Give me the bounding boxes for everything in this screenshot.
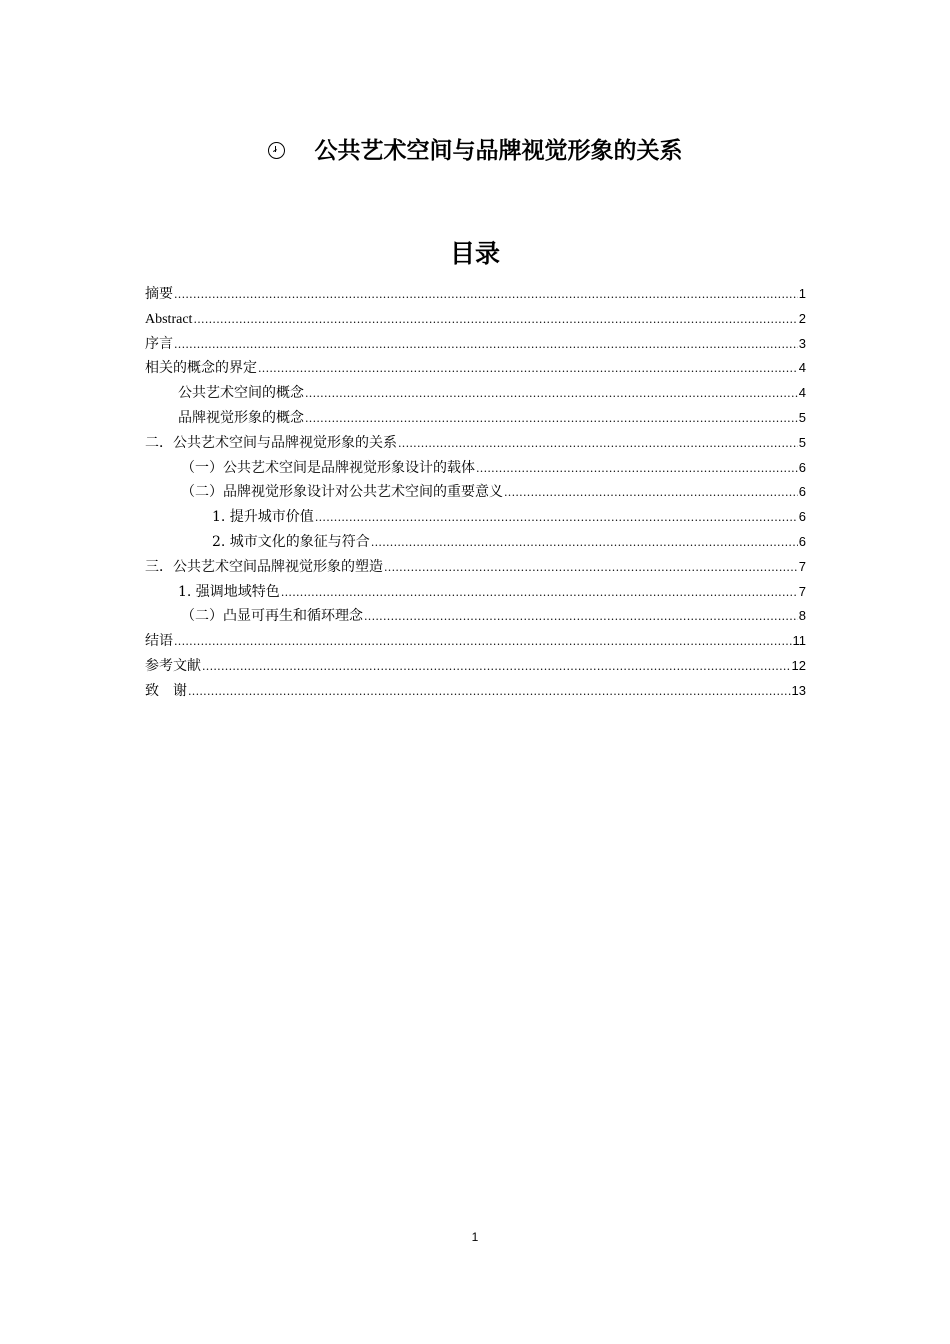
toc-leader-dots: [174, 333, 798, 358]
toc-leader-dots: [504, 481, 798, 506]
toc-entry-acknowledgements[interactable]: [145, 679, 806, 704]
toc-entry-section-2-2[interactable]: [145, 480, 806, 505]
toc-entry-page: 6: [798, 484, 806, 500]
toc-entry-abstract-cn[interactable]: [145, 282, 806, 307]
toc-entry-label: 1. 强调地域特色: [178, 583, 280, 600]
toc-entry-page: 12: [791, 657, 806, 673]
toc-entry-label: 品牌视觉形象的概念: [178, 409, 304, 426]
toc-entry-label: （一）公共艺术空间是品牌视觉形象设计的载体: [181, 459, 475, 476]
toc-entry-abstract-en[interactable]: [145, 307, 806, 332]
toc-entry-page: 4: [798, 385, 806, 401]
toc-entry-section-3-2[interactable]: [145, 604, 806, 629]
toc-entry-public-art-concept[interactable]: [145, 381, 806, 406]
toc-entry-label: 相关的概念的界定: [145, 360, 257, 377]
toc-entry-page: 5: [798, 409, 806, 425]
toc-entry-page: 6: [798, 533, 806, 549]
clock-icon: [268, 142, 285, 159]
toc-leader-dots: [315, 506, 798, 531]
toc-heading: 目录: [449, 239, 500, 268]
toc-leader-dots: [193, 308, 797, 333]
toc-entry-conclusion[interactable]: [145, 629, 806, 654]
toc-entry-label: 序言: [145, 335, 173, 352]
toc-entry-label: 致 谢: [145, 682, 187, 699]
toc-leader-dots: [174, 630, 792, 655]
toc-entry-section-2-2-1[interactable]: [145, 505, 806, 530]
toc-entry-page: 7: [798, 558, 806, 574]
toc-entry-page: 6: [798, 459, 806, 475]
toc-leader-dots: [305, 407, 798, 432]
table-of-contents: [145, 282, 806, 704]
toc-entry-concepts[interactable]: [145, 356, 806, 381]
toc-entry-label: 公共艺术空间的概念: [178, 385, 304, 402]
toc-entry-section-3[interactable]: [145, 555, 806, 580]
toc-entry-page: 8: [798, 608, 806, 624]
toc-entry-page: 7: [798, 583, 806, 599]
toc-entry-label: 结语: [145, 633, 173, 650]
toc-entry-references[interactable]: [145, 654, 806, 679]
toc-entry-section-2[interactable]: [145, 431, 806, 456]
toc-entry-label: Abstract: [145, 311, 193, 327]
document-title: [0, 134, 950, 168]
toc-entry-page: 2: [798, 310, 806, 326]
toc-entry-section-2-2-2[interactable]: [145, 530, 806, 555]
toc-leader-dots: [305, 382, 798, 407]
toc-leader-dots: [364, 605, 798, 630]
toc-entry-label: （二）品牌视觉形象设计对公共艺术空间的重要意义: [181, 484, 503, 501]
toc-entry-section-3-1[interactable]: [145, 580, 806, 605]
toc-leader-dots: [476, 457, 798, 482]
toc-entry-page: 5: [798, 434, 806, 450]
toc-leader-dots: [371, 531, 798, 556]
toc-entry-label: 三．公共艺术空间品牌视觉形象的塑造: [145, 558, 383, 575]
toc-leader-dots: [202, 655, 791, 680]
page-number: 1: [471, 1230, 479, 1244]
toc-entry-page: 6: [798, 509, 806, 525]
toc-leader-dots: [174, 283, 798, 308]
toc-leader-dots: [398, 432, 798, 457]
toc-entry-page: 4: [798, 360, 806, 376]
toc-entry-preface[interactable]: [145, 332, 806, 357]
toc-entry-label: （二）凸显可再生和循环理念: [181, 608, 363, 625]
toc-leader-dots: [281, 581, 798, 606]
document-title-text: 公共艺术空间与品牌视觉形象的关系: [314, 138, 683, 164]
toc-entry-page: 1: [798, 286, 806, 301]
toc-entry-page: 3: [798, 335, 806, 351]
toc-entry-section-2-1[interactable]: [145, 456, 806, 481]
toc-leader-dots: [384, 556, 798, 581]
toc-entry-page: 11: [792, 633, 806, 649]
toc-entry-label: 参考文献: [145, 657, 201, 674]
toc-entry-label: 2. 城市文化的象征与符合: [212, 533, 370, 550]
toc-entry-label: 1. 提升城市价值: [212, 509, 314, 526]
toc-entry-page: 13: [791, 682, 806, 698]
toc-entry-brand-concept[interactable]: [145, 406, 806, 431]
toc-entry-label: 二．公共艺术空间与品牌视觉形象的关系: [145, 434, 397, 451]
toc-entry-label: 摘要: [145, 286, 173, 302]
toc-leader-dots: [188, 680, 791, 705]
toc-leader-dots: [258, 357, 798, 382]
